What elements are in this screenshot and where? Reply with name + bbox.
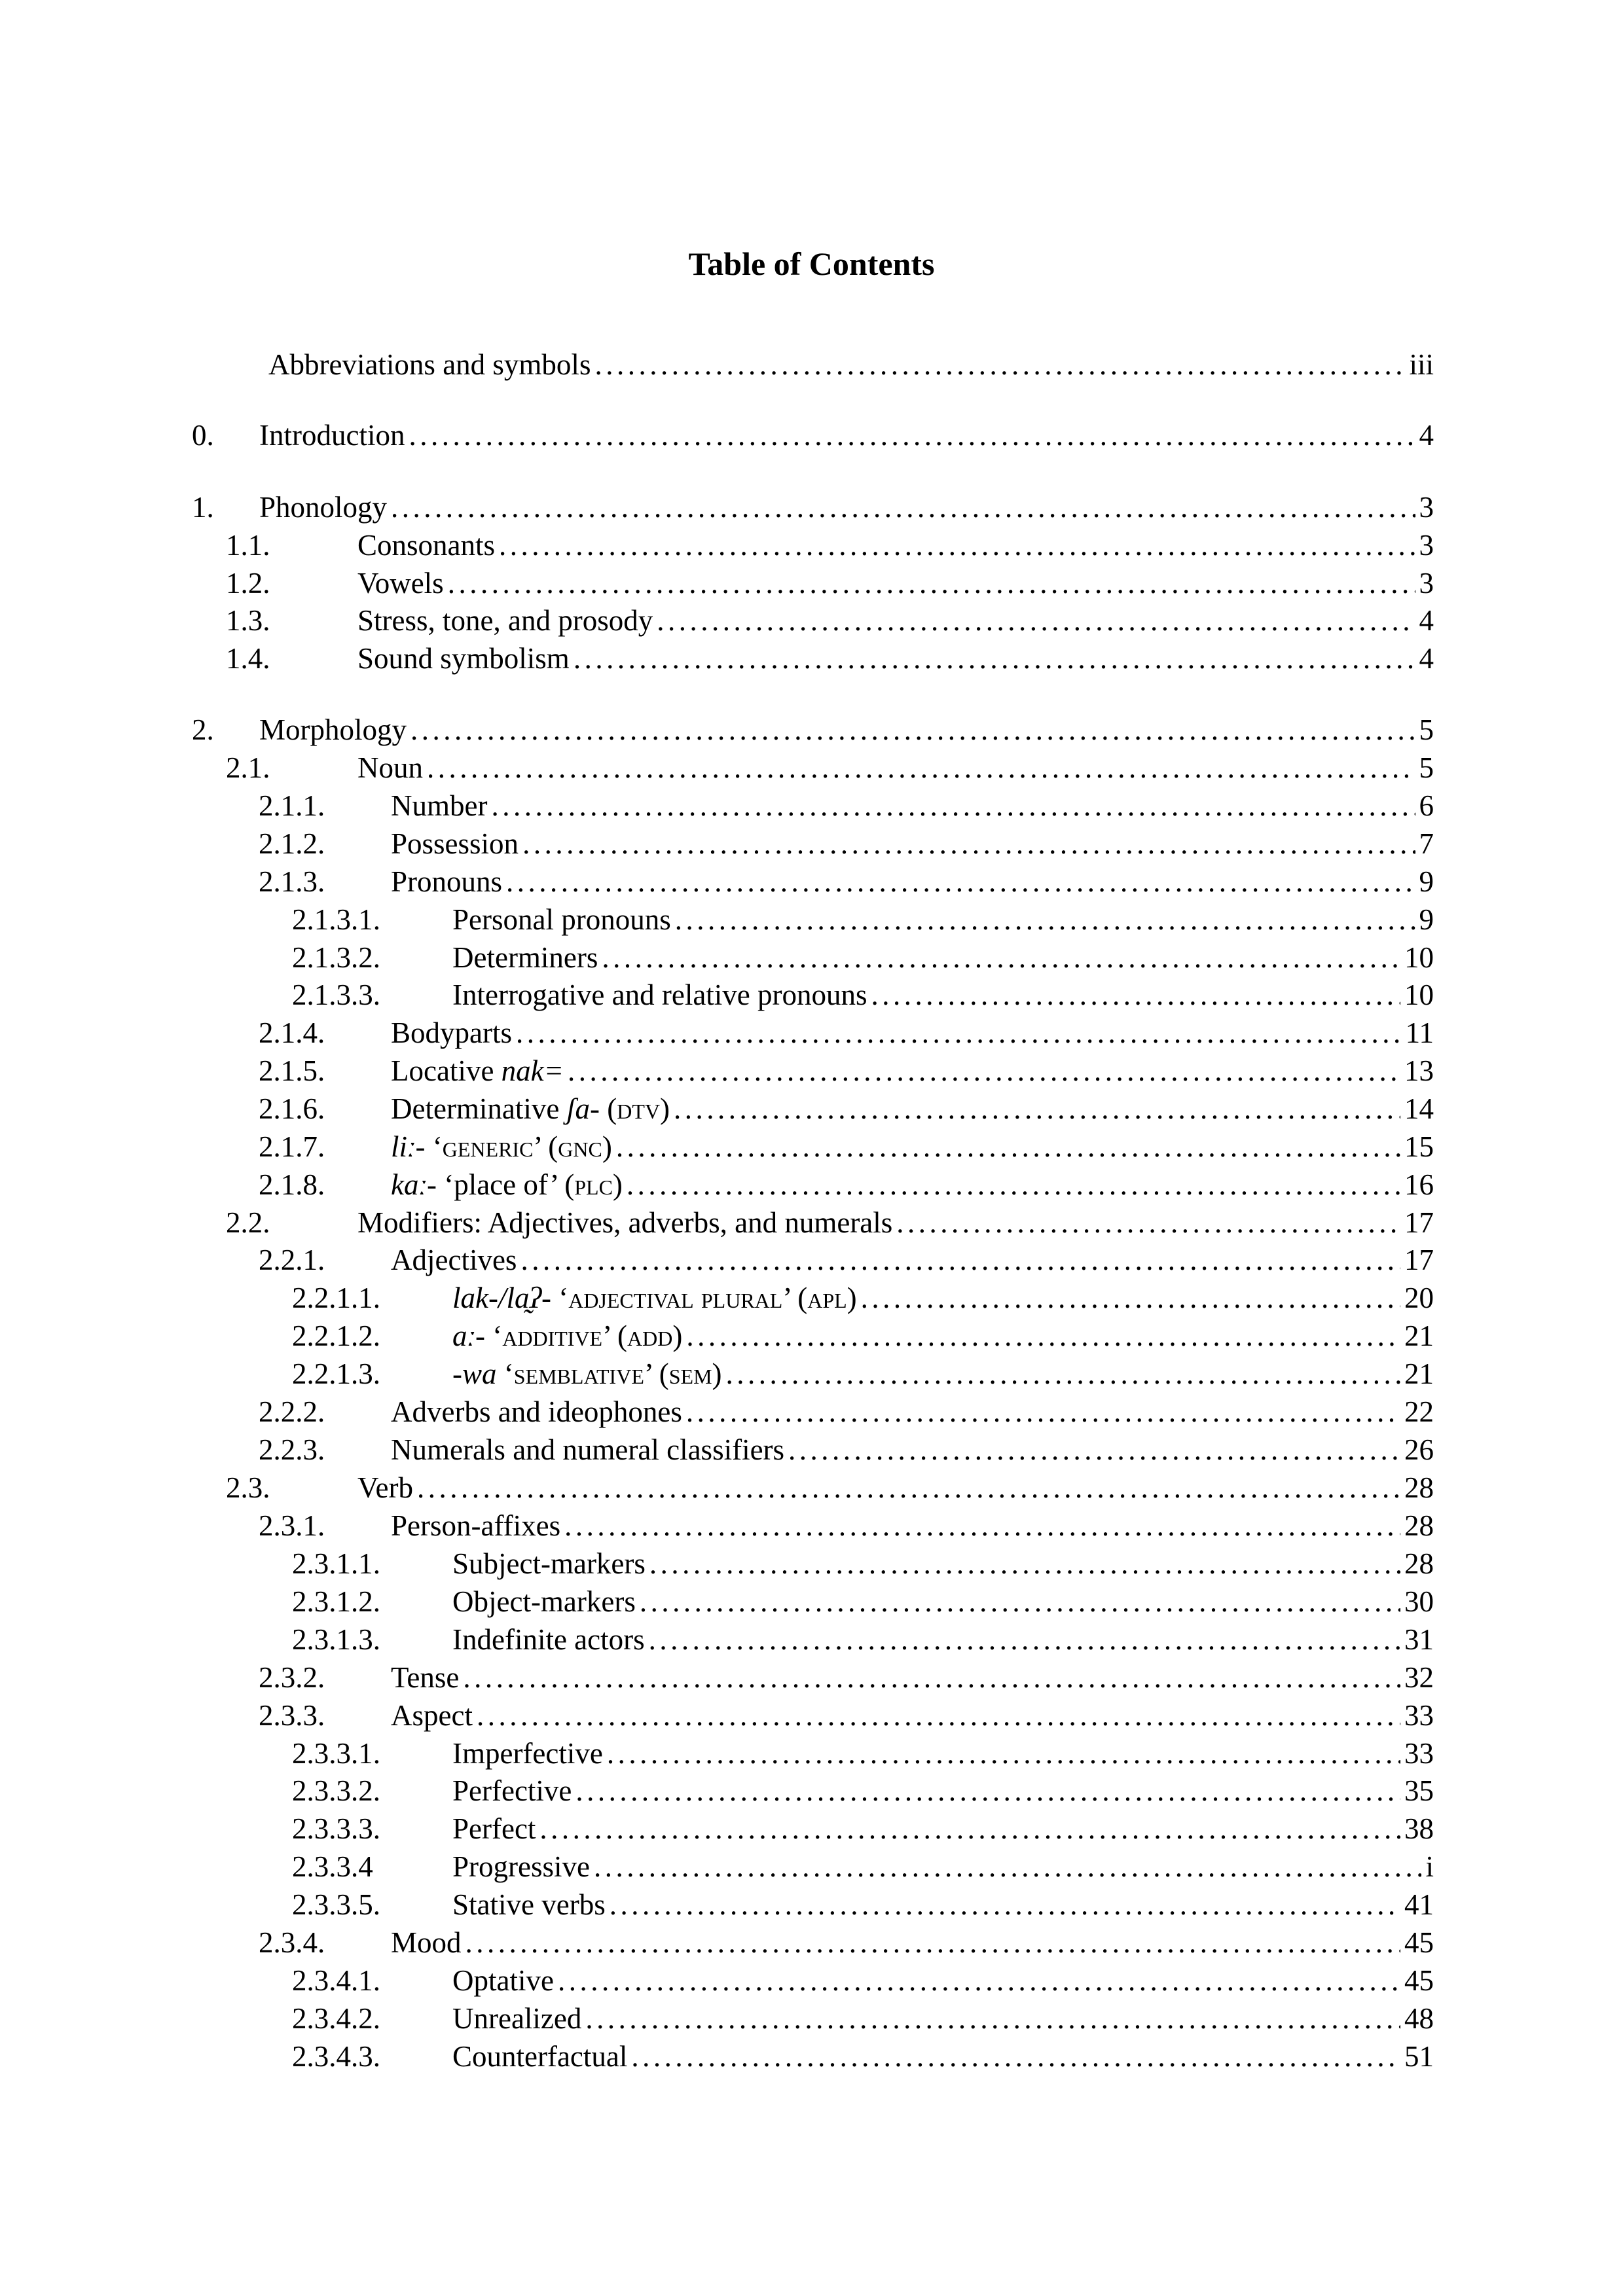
toc-entry-number: 2.2. (226, 1206, 270, 1239)
toc-entry-label[interactable] (452, 2000, 581, 2037)
label-part: generic (442, 1130, 534, 1163)
label-part: Aspect (391, 1699, 473, 1732)
toc-entry-number: 0. (192, 419, 214, 452)
toc-entry-number: 2.1.8. (259, 1168, 325, 1201)
toc-entry[interactable] (0, 2000, 1434, 2037)
label-part: adjectival plural (568, 1282, 783, 1314)
toc-entry-number: 2.1.2. (259, 827, 325, 860)
label-part: ’ ( (644, 1357, 669, 1390)
dot-leader (675, 901, 1415, 939)
label-part: Vowels (357, 567, 444, 600)
toc-entry-page[interactable]: 7 (1419, 827, 1434, 860)
toc-entry-number: 2.3.4.3. (292, 2040, 380, 2073)
dot-leader (427, 749, 1415, 787)
toc-entry-page[interactable]: 32 (1404, 1661, 1434, 1694)
toc-entry[interactable] (0, 1279, 1434, 1317)
toc-entry-page[interactable]: 16 (1404, 1168, 1434, 1201)
toc-entry-label[interactable] (391, 1128, 612, 1166)
label-part: Numerals and numeral classifiers (391, 1433, 785, 1466)
toc-entry-page[interactable]: 38 (1404, 1812, 1434, 1845)
toc-entry-number: 2.1.1. (259, 789, 325, 822)
toc-entry-page[interactable]: 5 (1419, 751, 1434, 784)
label-part: Introduction (259, 419, 405, 452)
toc-entry-number: 2.3.3.5. (292, 1888, 380, 1921)
toc-entry-label[interactable] (452, 1545, 646, 1583)
dot-leader (448, 564, 1415, 602)
toc-entry[interactable] (0, 1014, 1434, 1052)
dot-leader (506, 863, 1415, 901)
toc-entry[interactable] (0, 2037, 1434, 2075)
dot-leader (539, 1810, 1400, 1848)
toc-entry-page[interactable]: 6 (1419, 789, 1434, 822)
toc-entry-page[interactable]: 13 (1404, 1054, 1434, 1087)
label-part: ) (660, 1092, 670, 1125)
toc-entry-page[interactable]: 3 (1419, 529, 1434, 562)
label-part: Perfective (452, 1774, 572, 1807)
toc-entry[interactable] (0, 939, 1434, 977)
dot-leader (558, 1962, 1400, 2000)
toc-entry-number: 2.2.1. (259, 1244, 325, 1276)
label-part: ‘ (496, 1357, 514, 1390)
toc-entry-label[interactable] (452, 1848, 590, 1886)
label-part: Possession (391, 827, 519, 860)
toc-entry-number: 2.3.1. (259, 1509, 325, 1542)
dot-leader (575, 1772, 1400, 1810)
toc-entry[interactable] (0, 863, 1434, 901)
toc-entry-number: 1.2. (226, 567, 270, 600)
label-part: Determiners (452, 941, 598, 974)
toc-entry[interactable] (0, 1431, 1434, 1469)
label-part: ’ ( (602, 1319, 627, 1352)
label-part: Consonants (357, 529, 496, 562)
label-part: Progressive (452, 1850, 590, 1883)
toc-entry-page[interactable]: 15 (1404, 1130, 1434, 1163)
dot-leader (607, 1734, 1400, 1772)
toc-entry-page[interactable]: 21 (1404, 1319, 1434, 1352)
toc-entry-page[interactable]: 31 (1404, 1623, 1434, 1656)
toc-entry-label[interactable] (391, 1014, 512, 1052)
toc-entry-label[interactable] (452, 1621, 645, 1659)
toc-entry-label[interactable] (391, 1659, 459, 1696)
toc-entry[interactable] (0, 639, 1434, 677)
label-part: ’ ( (533, 1130, 558, 1163)
toc-entry-label[interactable] (391, 1431, 784, 1469)
label-part: ʃa- (566, 1092, 600, 1125)
toc-entry-page[interactable]: 3 (1419, 567, 1434, 600)
toc-entry[interactable] (0, 1583, 1434, 1621)
toc-entry[interactable] (0, 711, 1434, 749)
toc-entry[interactable] (0, 901, 1434, 939)
dot-leader (610, 1886, 1400, 1924)
label-part: Unrealized (452, 2002, 582, 2035)
label-part: ‘ (485, 1319, 503, 1352)
toc-entry-page[interactable]: 33 (1404, 1737, 1434, 1770)
toc-entry-number: 2.1. (226, 751, 270, 784)
toc-entry-label[interactable] (391, 1166, 623, 1204)
label-part: ) (847, 1282, 857, 1314)
label-part: Noun (357, 751, 423, 784)
label-part: Mood (391, 1926, 462, 1959)
toc-entry-label[interactable] (391, 1924, 462, 1962)
dot-leader (649, 1621, 1400, 1659)
toc-entry-label[interactable] (357, 639, 570, 677)
toc-entry-number: 2.3.2. (259, 1661, 325, 1694)
toc-entry-number: 2.1.3.3. (292, 978, 380, 1011)
toc-entry-label[interactable] (391, 1393, 682, 1431)
toc-entry-label[interactable] (391, 1052, 564, 1090)
label-part: Morphology (259, 713, 407, 746)
toc-entry-number: 2.3.3.4 (292, 1850, 373, 1883)
toc-entry-page[interactable]: 28 (1404, 1471, 1434, 1504)
toc-entry[interactable] (0, 1090, 1434, 1128)
toc-entry-label[interactable] (452, 1772, 572, 1810)
label-part: Counterfactual (452, 2040, 628, 2073)
toc-entry-label[interactable] (259, 711, 407, 749)
dot-leader (686, 1393, 1400, 1431)
dot-leader (522, 825, 1415, 863)
label-part: Pronouns (391, 865, 503, 898)
toc-entry-number: 2.3.4.2. (292, 2002, 380, 2035)
toc-entry-page[interactable]: 22 (1404, 1395, 1434, 1428)
toc-entry-number: 2.3.3.3. (292, 1812, 380, 1845)
label-part: Stress, tone, and prosody (357, 604, 653, 637)
toc-entry-number: 2. (192, 713, 214, 746)
label-part: additive (502, 1319, 603, 1352)
label-part: Interrogative and relative pronouns (452, 978, 867, 1011)
toc-entry[interactable] (0, 1886, 1434, 1924)
toc-entry-label[interactable] (452, 939, 598, 977)
toc-entry-number: 2.1.5. (259, 1054, 325, 1087)
toc-entry-number: 1.3. (226, 604, 270, 637)
toc-entry[interactable] (0, 1469, 1434, 1507)
toc-entry-page[interactable]: 14 (1404, 1092, 1434, 1125)
label-part: Adverbs and ideophones (391, 1395, 682, 1428)
label-part: ) (712, 1357, 722, 1390)
label-part: ( (600, 1092, 617, 1125)
toc-entry-number: 2.3.1.3. (292, 1623, 380, 1656)
toc-entry-label[interactable] (391, 1090, 670, 1128)
dot-leader (594, 346, 1405, 384)
dot-leader (574, 639, 1415, 677)
toc-entry-number: 2.2.3. (259, 1433, 325, 1466)
label-part: Imperfective (452, 1737, 603, 1770)
label-part: Locative (391, 1054, 501, 1087)
toc-entry-number: 1. (192, 491, 214, 524)
toc-entry-page[interactable]: 17 (1404, 1244, 1434, 1276)
label-part: semblative (513, 1357, 644, 1390)
toc-entry-number: 2.1.3.2. (292, 941, 380, 974)
dot-leader (640, 1583, 1400, 1621)
label-part: kaː- (391, 1168, 437, 1201)
toc-entry-page[interactable]: 48 (1404, 2002, 1434, 2035)
toc-entry-page[interactable]: 30 (1404, 1585, 1434, 1618)
toc-entry-label[interactable] (452, 1962, 554, 2000)
label-part: Perfect (452, 1812, 536, 1845)
label-part: sem (668, 1357, 712, 1390)
toc-entry-number: 2.2.2. (259, 1395, 325, 1428)
label-part: Sound symbolism (357, 642, 570, 675)
toc-entry-page[interactable]: 4 (1419, 419, 1434, 452)
toc-entry-page[interactable]: iii (1409, 348, 1434, 381)
toc-entry-number: 2.3.1.2. (292, 1585, 380, 1618)
toc-entry[interactable] (0, 346, 1434, 384)
dot-leader (516, 1014, 1402, 1052)
dot-leader (788, 1431, 1400, 1469)
label-part: Optative (452, 1964, 554, 1997)
toc-entry-page[interactable]: 3 (1419, 491, 1434, 524)
label-part: Modifiers: Adjectives, adverbs, and numerals (357, 1206, 893, 1239)
dot-leader (477, 1696, 1400, 1734)
toc-entry[interactable] (0, 1355, 1434, 1393)
toc-entry-label[interactable] (391, 825, 519, 863)
toc-entry[interactable] (0, 787, 1434, 825)
toc-entry[interactable] (0, 1241, 1434, 1279)
toc-entry-label[interactable] (391, 1241, 517, 1279)
dot-leader (391, 488, 1415, 526)
toc-entry-label[interactable] (391, 787, 487, 825)
toc-entry-label[interactable] (452, 1317, 682, 1355)
toc-entry-number: 2.3.4.1. (292, 1964, 380, 1997)
toc-entry-number: 2.2.1.2. (292, 1319, 380, 1352)
toc-entry[interactable] (0, 526, 1434, 564)
toc-entry[interactable] (0, 1696, 1434, 1734)
label-part: Determinative (391, 1092, 567, 1125)
dot-leader (520, 1241, 1400, 1279)
label-part: apl (807, 1282, 847, 1314)
dot-leader (674, 1090, 1400, 1128)
toc-entry[interactable] (0, 1166, 1434, 1204)
toc-entry[interactable] (0, 1924, 1434, 1962)
toc-entry-label[interactable] (452, 1279, 857, 1317)
label-part: Indefinite actors (452, 1623, 645, 1656)
label-part: Number (391, 789, 488, 822)
toc-entry-label[interactable] (259, 488, 387, 526)
dot-leader (465, 1924, 1400, 1962)
toc-entry-number: 2.3.3. (259, 1699, 325, 1732)
label-part: dtv (617, 1092, 661, 1125)
toc-entry-page[interactable]: 45 (1404, 1964, 1434, 1997)
toc-entry-number: 2.2.1.1. (292, 1282, 380, 1314)
toc-entry-label[interactable] (452, 1583, 636, 1621)
toc-entry-page[interactable]: 51 (1404, 2040, 1434, 2073)
toc-entry[interactable] (0, 416, 1434, 454)
label-part: Adjectives (391, 1244, 517, 1276)
dot-leader (686, 1317, 1400, 1355)
toc-entry-page[interactable]: 10 (1404, 941, 1434, 974)
dot-leader (616, 1128, 1400, 1166)
toc-entry-page[interactable]: 28 (1404, 1509, 1434, 1542)
dot-leader (649, 1545, 1400, 1583)
toc-entry-label[interactable] (357, 1469, 413, 1507)
toc-entry-label[interactable] (357, 601, 653, 639)
dot-leader (463, 1659, 1400, 1696)
label-part: Phonology (259, 491, 388, 524)
toc-entry-number: 2.1.7. (259, 1130, 325, 1163)
toc-entry-label[interactable] (452, 901, 671, 939)
toc-entry-page[interactable]: 45 (1404, 1926, 1434, 1959)
label-part: plc (574, 1168, 613, 1201)
label-part: Object-markers (452, 1585, 636, 1618)
dot-leader (585, 2000, 1400, 2037)
toc-entry-page[interactable]: 17 (1404, 1206, 1434, 1239)
toc-entry-label[interactable] (357, 564, 444, 602)
toc-entry[interactable] (0, 1317, 1434, 1355)
label-part: Stative verbs (452, 1888, 606, 1921)
toc-entry[interactable] (0, 976, 1434, 1014)
toc-entry-number: 2.3. (226, 1471, 270, 1504)
toc-entry[interactable] (0, 749, 1434, 787)
toc-entry-page[interactable]: 4 (1419, 642, 1434, 675)
toc-entry-number: 2.3.3.2. (292, 1774, 380, 1807)
dot-leader (564, 1507, 1400, 1545)
toc-entry-page[interactable]: 4 (1419, 604, 1434, 637)
dot-leader (627, 1166, 1400, 1204)
label-part: Tense (391, 1661, 460, 1694)
toc-entry-label[interactable] (452, 976, 867, 1014)
label-part: -wa (452, 1357, 497, 1390)
toc-entry-page[interactable]: i (1425, 1850, 1434, 1883)
label-part: ) (612, 1168, 623, 1201)
dot-leader (499, 526, 1415, 564)
toc-entry-label[interactable] (391, 1696, 473, 1734)
dot-leader (568, 1052, 1400, 1090)
toc-entry-label[interactable] (452, 1810, 536, 1848)
label-part: add (627, 1319, 673, 1352)
label-part: liː- (391, 1130, 426, 1163)
label-part: Personal pronouns (452, 903, 671, 936)
toc-entry-number: 2.1.3. (259, 865, 325, 898)
toc-entry-number: 2.1.4. (259, 1016, 325, 1049)
dot-leader (602, 939, 1400, 977)
toc-entry[interactable] (0, 1659, 1434, 1696)
label-part: Person-affixes (391, 1509, 561, 1542)
dot-leader (861, 1279, 1400, 1317)
label-part: ’ ( (782, 1282, 808, 1314)
toc-entry-page[interactable]: 26 (1404, 1433, 1434, 1466)
toc-entry[interactable] (0, 1507, 1434, 1545)
toc-entry-page[interactable]: 33 (1404, 1699, 1434, 1732)
toc-entry[interactable] (0, 1962, 1434, 2000)
toc-entry-page[interactable]: 9 (1419, 865, 1434, 898)
toc-entry-page[interactable]: 20 (1404, 1282, 1434, 1314)
label-part: ) (672, 1319, 683, 1352)
toc-entry-page[interactable]: 10 (1404, 978, 1434, 1011)
toc-entry-label[interactable] (391, 1507, 560, 1545)
toc-entry-number: 2.3.4. (259, 1926, 325, 1959)
toc-entry-number: 2.1.6. (259, 1092, 325, 1125)
toc-entry-page[interactable]: 21 (1404, 1357, 1434, 1390)
toc-entry[interactable] (0, 1052, 1434, 1090)
dot-leader (631, 2037, 1400, 2075)
toc-entry[interactable] (0, 1810, 1434, 1848)
toc-entry[interactable] (0, 1204, 1434, 1242)
label-part: ) (602, 1130, 612, 1163)
toc-entry-number: 2.3.1.1. (292, 1547, 380, 1580)
toc-entry-page[interactable]: 9 (1419, 903, 1434, 936)
dot-leader (726, 1355, 1400, 1393)
toc-entry-label[interactable] (452, 2037, 627, 2075)
toc-entry[interactable] (0, 825, 1434, 863)
toc-entry[interactable] (0, 601, 1434, 639)
toc-entry-page[interactable]: 35 (1404, 1774, 1434, 1807)
dot-leader (491, 787, 1415, 825)
label-part: lak-/la̰ʔ- (452, 1282, 551, 1314)
toc-entry[interactable] (0, 1545, 1434, 1583)
toc-entry[interactable] (0, 1393, 1434, 1431)
toc-entry[interactable] (0, 564, 1434, 602)
toc-entry-page[interactable]: 41 (1404, 1888, 1434, 1921)
dot-leader (657, 601, 1415, 639)
label-part: Subject-markers (452, 1547, 646, 1580)
toc-entry[interactable] (0, 1848, 1434, 1886)
toc-entry-page[interactable]: 5 (1419, 713, 1434, 746)
toc-entry[interactable] (0, 1772, 1434, 1810)
dot-leader (410, 711, 1415, 749)
toc-entry-label[interactable] (452, 1355, 722, 1393)
dot-leader (896, 1204, 1400, 1242)
toc-entry-label[interactable] (391, 863, 502, 901)
toc-entry-label[interactable] (357, 1204, 892, 1242)
toc-entry-number: 1.4. (226, 642, 270, 675)
label-part: nak= (501, 1054, 564, 1087)
label-part: ‘ (551, 1282, 569, 1314)
page-title: Table of Contents (688, 245, 935, 282)
toc-entry-number: 2.3.3.1. (292, 1737, 380, 1770)
dot-leader (871, 976, 1400, 1014)
dot-leader (417, 1469, 1400, 1507)
toc-entry-label[interactable] (268, 346, 591, 384)
label-part: ‘place of’ ( (436, 1168, 575, 1201)
toc-entry-label[interactable] (452, 1734, 603, 1772)
toc-entry-page[interactable]: 28 (1404, 1547, 1434, 1580)
toc-entry[interactable] (0, 1621, 1434, 1659)
toc-entry-number: 2.2.1.3. (292, 1357, 380, 1390)
toc-entry-number: 2.1.3.1. (292, 903, 380, 936)
toc-entry-page[interactable]: 11 (1405, 1016, 1434, 1049)
toc-entry-label[interactable] (357, 749, 423, 787)
toc-entry[interactable] (0, 1734, 1434, 1772)
dot-leader (594, 1848, 1422, 1886)
toc-entry-label[interactable] (452, 1886, 606, 1924)
label-part: Bodyparts (391, 1016, 512, 1049)
toc-entry-number: 1.1. (226, 529, 270, 562)
toc-entry-label[interactable] (357, 526, 495, 564)
label-part: gnc (558, 1130, 602, 1163)
label-part: Abbreviations and symbols (268, 348, 591, 381)
dot-leader (409, 416, 1415, 454)
label-part: ‘ (425, 1130, 443, 1163)
toc-entry[interactable] (0, 1128, 1434, 1166)
label-part: Verb (357, 1471, 413, 1504)
toc-entry[interactable] (0, 488, 1434, 526)
label-part: aː- (452, 1319, 485, 1352)
toc-entry-label[interactable] (259, 416, 405, 454)
